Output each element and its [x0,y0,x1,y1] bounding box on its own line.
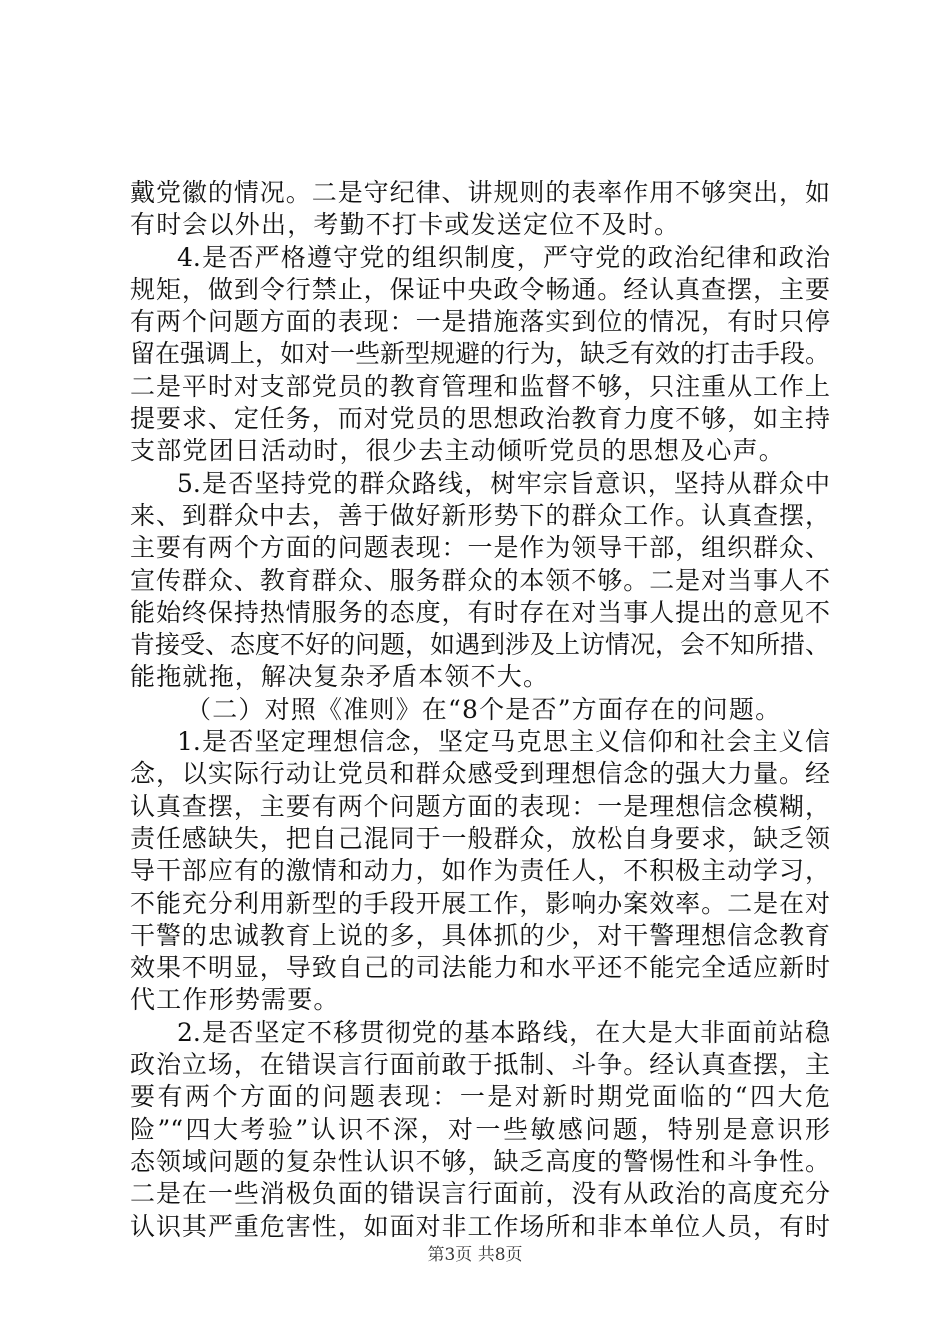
text-line: 有两个问题方面的表现：一是措施落实到位的情况，有时只停 [130,307,830,337]
text-line: 干警的忠诚教育上说的多，具体抓的少，对干警理想信念教育 [130,920,830,950]
text-line: 效果不明显，导致自己的司法能力和水平还不能完全适应新时 [130,953,830,983]
text-line: 认识其严重危害性，如面对非工作场所和非本单位人员，有时 [130,1211,830,1241]
text-line: 要有两个方面的问题表现：一是对新时期党面临的“四大危 [130,1082,830,1112]
text-line: 有时会以外出，考勤不打卡或发送定位不及时。 [130,210,681,240]
text-line: 留在强调上，如对一些新型规避的行为，缺乏有效的打击手段。 [130,339,831,369]
text-line: 责任感缺失，把自己混同于一般群众，放松自身要求，缺乏领 [130,823,830,853]
text-line: 5.是否坚持党的群众路线，树牢宗旨意识，坚持从群众中 [177,468,830,498]
page-number-label: 第3页 共8页 [427,1245,523,1265]
page-footer [0,1240,950,1265]
text-line: 导干部应有的激情和动力，如作为责任人，不积极主动学习， [130,856,830,886]
text-line: 规矩，做到令行禁止，保证中央政令畅通。经认真查摆，主要 [130,274,830,304]
text-line: 提要求、定任务，而对党员的思想政治教育力度不够，如主持 [130,404,830,434]
text-line: 4.是否严格遵守党的组织制度，严守党的政治纪律和政治 [177,242,830,272]
text-line: 二是在一些消极负面的错误言行面前，没有从政治的高度充分 [130,1179,830,1209]
text-line: 来、到群众中去，善于做好新形势下的群众工作。认真查摆， [130,500,830,530]
text-line: 政治立场，在错误言行面前敢于抵制、斗争。经认真查摆，主 [130,1050,830,1080]
text-line: 念，以实际行动让党员和群众感受到理想信念的强大力量。经 [130,759,830,789]
text-line: 二是平时对支部党员的教育管理和监督不够，只注重从工作上 [130,371,830,401]
text-line: 2.是否坚定不移贯彻党的基本路线，在大是大非面前站稳 [177,1017,830,1047]
section-heading: （二）对照《准则》在“8个是否”方面存在的问题。 [186,694,782,724]
text-line: 不能充分利用新型的手段开展工作，影响办案效率。二是在对 [130,888,830,918]
text-line: 代工作形势需要。 [130,985,340,1015]
text-line: 能拖就拖，解决复杂矛盾本领不大。 [130,662,550,692]
text-line: 宣传群众、教育群众、服务群众的本领不够。二是对当事人不 [130,565,830,595]
text-line: 支部党团日活动时，很少去主动倾听党员的思想及心声。 [130,436,786,466]
text-line: 戴党徽的情况。二是守纪律、讲规则的表率作用不够突出，如 [130,178,830,207]
text-line: 态领域问题的复杂性认识不够，缺乏高度的警惕性和斗争性。 [130,1146,830,1176]
text-line: 肯接受、态度不好的问题，如遇到涉及上访情况，会不知所措、 [130,630,831,660]
text-line: 认真查摆，主要有两个问题方面的表现：一是理想信念模糊， [130,791,830,821]
text-line: 能始终保持热情服务的态度，有时存在对当事人提出的意见不 [130,597,830,627]
text-line: 险”“四大考验”认识不深，对一些敏感问题，特别是意识形 [130,1114,830,1144]
text-line: 1.是否坚定理想信念，坚定马克思主义信仰和社会主义信 [177,727,830,757]
document-body [130,177,830,1243]
text-line: 主要有两个方面的问题表现：一是作为领导干部，组织群众、 [130,533,830,563]
